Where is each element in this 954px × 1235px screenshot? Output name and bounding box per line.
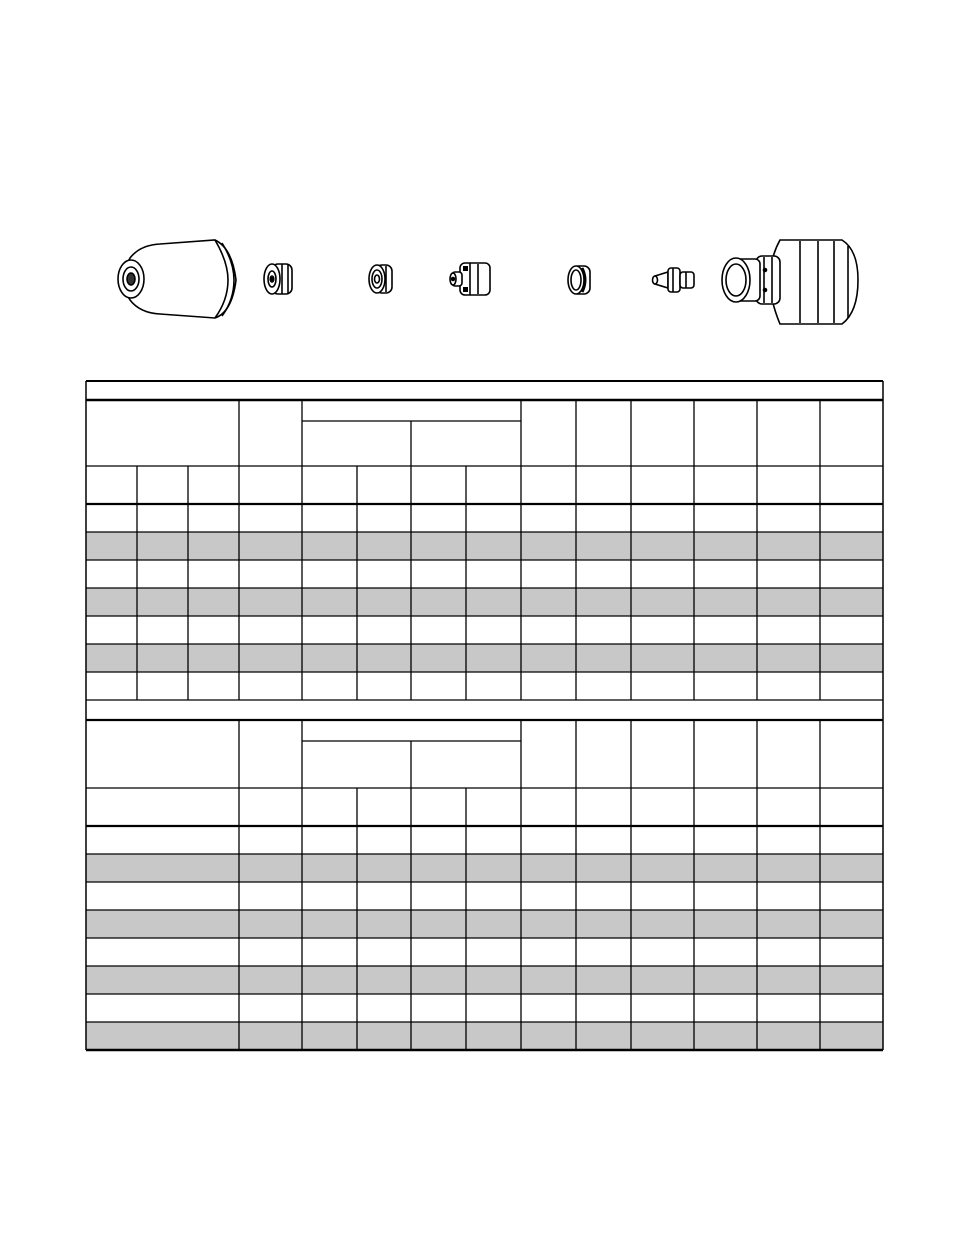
shaded-row-top: [86, 644, 883, 672]
shaded-row-bottom: [86, 910, 883, 938]
shaded-row-bottom: [86, 966, 883, 994]
shaded-row-bottom: [86, 854, 883, 882]
table-grid: [86, 381, 883, 1050]
row-shading-layer: [86, 532, 883, 1050]
shaded-row-bottom: [86, 1022, 883, 1050]
shaded-row-top: [86, 588, 883, 616]
shaded-row-top: [86, 532, 883, 560]
